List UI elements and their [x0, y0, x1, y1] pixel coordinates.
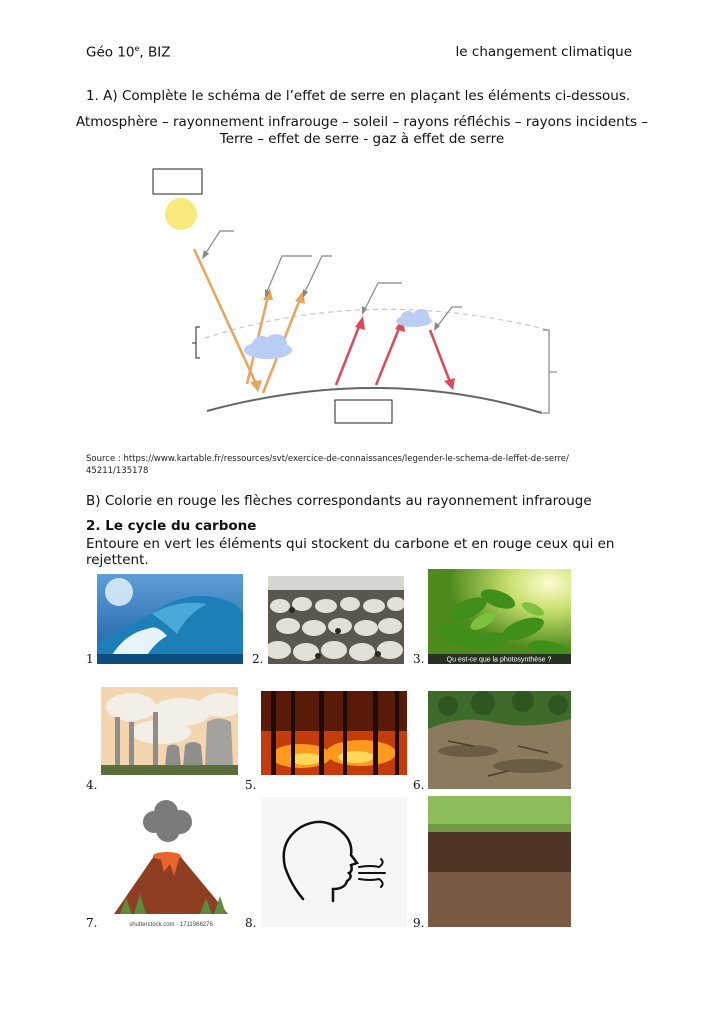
image-label: 2.: [252, 652, 264, 666]
image-forest-fire[interactable]: [261, 691, 407, 775]
sun-icon: [165, 198, 197, 230]
header-left: Géo 10e, BIZ: [86, 44, 171, 61]
word-bank-line-2: Terre – effet de serre - gaz à effet de serre: [219, 131, 505, 147]
image-label: 5.: [245, 778, 257, 792]
infrared-ray-3: [430, 330, 450, 382]
infrared-ray-2: [376, 326, 400, 385]
cloud-icon: [396, 309, 432, 327]
source-line-1: Source : https://www.kartable.fr/ressources/svt/exercice-de-connaissances/legender-le-schema-de-leffet-de-serre/: [86, 454, 569, 464]
label-box-earth: [335, 400, 392, 423]
question-1b: B) Colorie en rouge les flèches correspondants au rayonnement infrarouge: [86, 493, 592, 509]
image-label: 7.: [86, 916, 98, 930]
image-caption: Qu est-ce que la photosynthèse ?: [446, 656, 552, 664]
image-caption: shutterstock.com · 1711966276: [129, 922, 213, 928]
image-deforestation[interactable]: [428, 691, 571, 789]
atmosphere-line: [205, 309, 548, 338]
infrared-ray-1: [336, 324, 360, 385]
question-2-instruction-1: Entoure en vert les éléments qui stockent du carbone et en rouge ceux qui en: [86, 536, 615, 552]
greenhouse-diagram: [0, 160, 724, 430]
question-1-title: 1. A) Complète le schéma de l’effet de serre en plaçant les éléments ci-dessous.: [86, 88, 631, 104]
image-label: 3.: [413, 652, 425, 666]
source-line-2: 45211/135178: [86, 466, 149, 476]
question-2-instruction-2: rejettent.: [86, 552, 149, 568]
image-label: 4.: [86, 778, 98, 792]
word-bank-line-1: Atmosphère – rayonnement infrarouge – soleil – rayons réfléchis – rayons incidents –: [75, 114, 649, 130]
image-cattle-herd[interactable]: [268, 576, 404, 664]
header-right: le changement climatique: [455, 44, 632, 60]
image-soil-layer[interactable]: [428, 796, 571, 927]
image-ocean-wave[interactable]: [97, 574, 243, 664]
image-label: 8.: [245, 916, 257, 930]
image-label: 1: [86, 652, 94, 666]
image-human-breath[interactable]: [261, 797, 407, 927]
question-2-title: 2. Le cycle du carbone: [86, 518, 257, 534]
image-label: 9.: [413, 916, 425, 930]
image-label: 6.: [413, 778, 425, 792]
incident-ray: [194, 249, 258, 388]
image-volcano[interactable]: [104, 794, 238, 928]
label-box-sun: [153, 169, 202, 194]
image-plant-leaves[interactable]: [428, 569, 571, 664]
image-power-plant[interactable]: [101, 687, 238, 775]
